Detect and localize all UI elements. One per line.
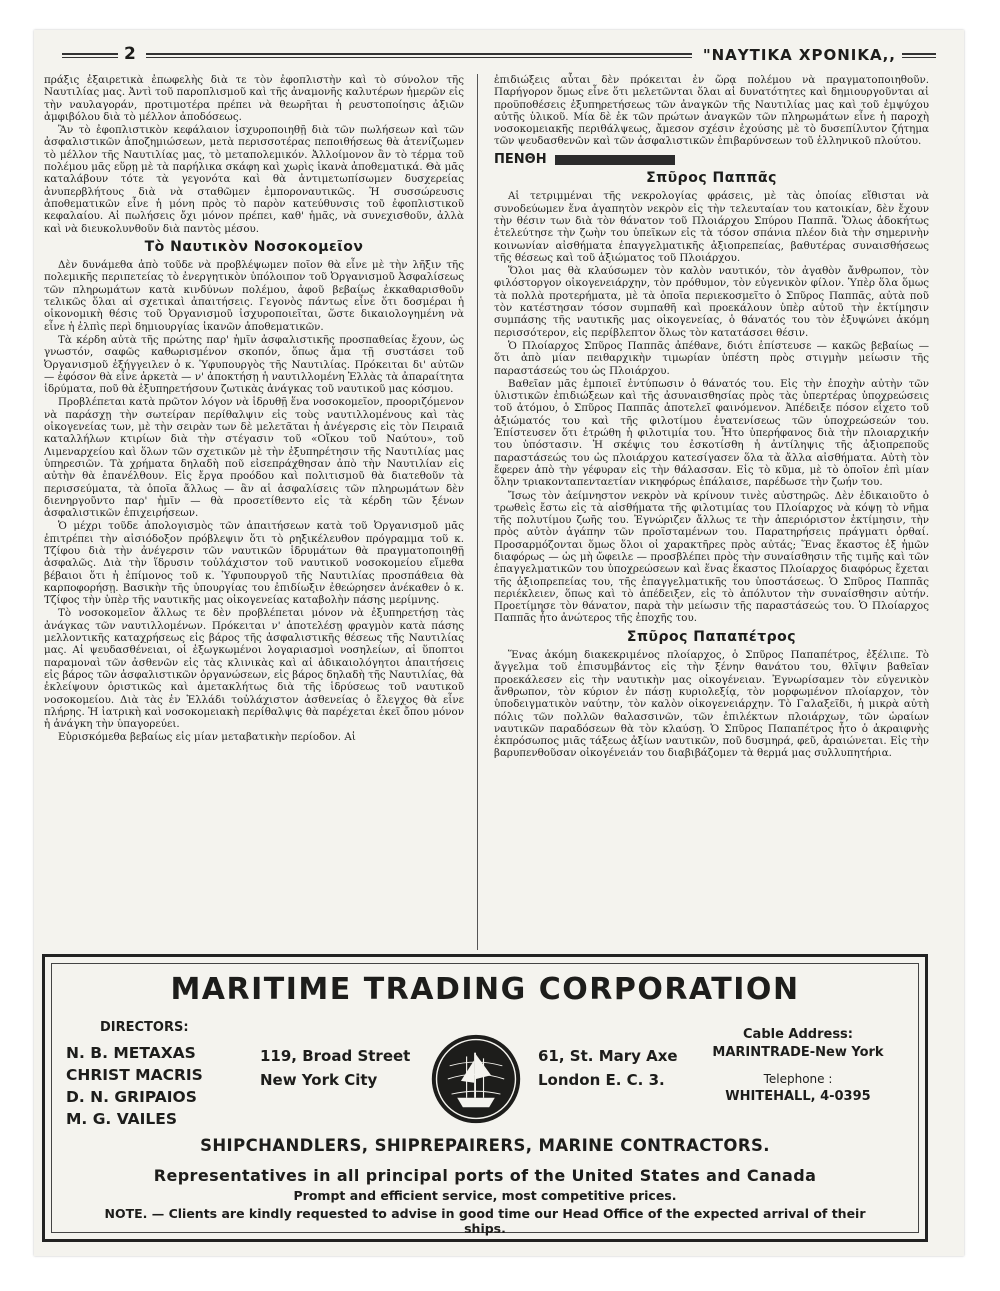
ad-services: SHIPCHANDLERS, SHIPREPAIRERS, MARINE CONTRACTORS. [200, 1136, 770, 1155]
paragraph: Τὰ κέρδη αὐτὰ τῆς πρώτης παρ' ἡμῖν ἀσφαλιστικῆς προσπαθείας ἔχουν, ὡς γνωστόν, σαφῶς καθωρισμένον σκοπόν, ὅπως ἄμα τῇ συστάσει τοῦ Ὀργανισμοῦ ἐξήγγειλεν ὁ κ. Ὑφυπουργὸς τῆς Ναυτιλίας. Πρόκειται δι' αὐτῶν — ἐφόσον θὰ εἶνε ἀρκετὰ — ν' ἀποκτήσῃ ἡ ναυτιλλομένη Ἑλλὰς τὰ ἀπαραίτητα ἱδρύματα, ποῦ θὰ ἐξυπηρετήσουν ζωτικὰς ἀνάγκας τοῦ ναυτικοῦ μας κόσμου. [44, 333, 464, 396]
masthead [62, 44, 936, 68]
paragraph: πράξις ἐξαιρετικὰ ἐπωφελὴς διὰ τε τὸν ἐφοπλιστὴν καὶ τὸ σύνολον τῆς Ναυτιλίας μας. Ἀντὶ τοῦ παροπλισμοῦ καὶ τῆς ἀναμονῆς καλυτέρων ἡμερῶν εἰς τὴν ναυλαγοράν, προτιμοτέρα πρέπει νὰ θεωρῆται ἡ ρευστοποίησις ἀξιῶν ἀμφιβόλου διὰ τὸ μέλλον ἀποδόσεως. [44, 74, 464, 123]
paragraph: Ἂν τὸ ἐφοπλιστικὸν κεφάλαιον ἰσχυροποιηθῇ διὰ τῶν πωλήσεων καὶ τῶν ἀσφαλιστικῶν ἀποζημιώσεων, μετὰ περισσοτέρας πεποιθήσεως θὰ ἀτενίζωμεν τὸ μέλλον τῆς Ναυτιλίας μας, τὸ μεταπολεμικόν. Ἀλλοίμονον ἂν τὸ τέρμα τοῦ πολέμου μᾶς εὕρῃ μὲ τὰ παρήλικα σκάφη καὶ χωρὶς ἱκανὰ ἀποθεματικά. Θὰ μᾶς καταλάβουν τότε τὰ γεγονότα καὶ θὰ ἀντιμετωπίσωμεν δυσχερείας ἀνυπερβλήτους διὰ νὰ σταθῶμεν ἐμποροναυτικῶς. Ἡ συσσώρευσις ἀποθεματικῶν εἶνε ἡ μόνη πρὸς τὸ παρὸν κατεύθυνσις τοῦ ἐφοπλιστικοῦ κεφαλαίου. Αἱ πωλήσεις ὄχι μόνον πρέπει, καθ' ἡμᾶς, νὰ συνεχισθοῦν, ἀλλὰ καὶ νὰ διευκολυνθοῦν διὰ παντὸς μέσου. [44, 124, 464, 235]
ad-company-name: MARITIME TRADING CORPORATION [170, 972, 800, 1007]
masthead-rule-right [902, 53, 936, 58]
ad-director: M. G. VAILES [66, 1110, 178, 1128]
ad-telephone: WHITEHALL, 4-0395 [725, 1089, 871, 1104]
column-divider [477, 74, 478, 950]
ad-directors-label: DIRECTORS: [100, 1020, 189, 1035]
ship-globe-logo-icon [429, 1032, 523, 1126]
obituary-title-papapetros: Σπῦρος Παπαπέτρος [626, 628, 797, 645]
section-title-hospital: Τὸ Ναυτικὸν Νοσοκομεῖον [144, 238, 364, 255]
masthead-rule-left [62, 53, 118, 58]
paragraph: Ὁ μέχρι τοῦδε ἀπολογισμὸς τῶν ἀπαιτήσεων κατὰ τοῦ Ὀργανισμοῦ μᾶς ἐπιτρέπει τὴν αἰσιόδοξον πρόβλεψιν ὅτι τὸ ρηξικέλευθον πρόγραμμα τοῦ κ. Τζίφου διὰ τὴν ἀνέγερσιν τῶν ναυτικῶν ἱδρυμάτων θὰ πραγματοποιηθῇ ἀσφαλῶς. Διὰ τὴν ἵδρυσιν τοὐλάχιστον τοῦ ναυτικοῦ νοσοκομείου εἴμεθα βέβαιοι ὅτι ἡ ἐπίμονος τοῦ κ. Ὑφυπουργοῦ τῆς Ναυτιλίας προσπάθεια θὰ καρποφορήσῃ. Βασικὴν τῆς ὑπουργίας του ἐπιδίωξιν ἐθεώρησεν ἀνέκαθεν ὁ κ. Τζίφος τὴν ὑπὲρ τῆς ναυτικῆς μας οἰκογενείας καταβολὴν πάσης μερίμνης. [44, 520, 464, 607]
ad-cable-label: Cable Address: [743, 1027, 853, 1042]
paragraph: Προβλέπεται κατὰ πρῶτον λόγον νὰ ἱδρυθῇ ἕνα νοσοκομεῖον, προοριζόμενον νὰ παράσχῃ τὴν σωτείραν περίθαλψιν εἰς τοὺς ναυτιλλομένους καὶ τὰς οἰκογενείας των, μὲ τὴν σειρὰν των δὲ μελετᾶται ἡ ἀνέγερσις εἰς τὸν Πειραιᾶ καταλλήλων κτιρίων διὰ τὴν στέγασιν τοῦ «Οἴκου τοῦ Ναύτου», τοῦ Λιμεναρχείου καὶ ὅλων τῶν σχετικῶν μὲ τὴν ἐξυπηρέτησιν τῆς Ναυτιλίας μας ὑπηρεσιῶν. Τὰ χρήματα δηλαδὴ ποῦ εἰσεπράχθησαν ἀπὸ τὴν Ναυτιλίαν εἰς αὐτὴν θὰ ἐπανέλθουν. Εἰς ἔργα προόδου καὶ πολιτισμοῦ θὰ διατεθοῦν τὰ περισσεύματα, τὰ ὁποῖα ἄλλως — ἂν αἱ ἀσφαλίσεις τῶν πληρωμάτων δὲν διενηργοῦντο παρ' ἡμῖν — θὰ προσετίθεντο εἰς τὰ κέρδη τῶν ξένων ἀσφαλιστικῶν ἐπιχειρήσεων. [44, 396, 464, 520]
ad-cable-address: MARINTRADE-New York [712, 1045, 884, 1060]
obituary-title-pappas: Σπῦρος Παππᾶς [646, 170, 777, 187]
ad-address-line: New York City [260, 1071, 378, 1089]
ad-director: D. N. GRIPAIOS [66, 1088, 197, 1106]
newspaper-title: "ΝΑΥΤΙΚΑ ΧΡΟΝΙΚΑ,, [702, 46, 896, 64]
ad-prompt-service: Prompt and efficient service, most competitive prices. [293, 1188, 677, 1203]
section-label-text: ΠΕΝΘΗ [494, 151, 547, 167]
right-column [494, 74, 929, 761]
paragraph: ἐπιδιώξεις αὗται δὲν πρόκειται ἐν ὥρᾳ πολέμου νὰ πραγματοποιηθοῦν. Παρήγορον ὅμως εἶνε ὅτι μελετῶνται ὅλαι αἱ δυνατότητες καὶ δημιουργοῦνται αἱ προϋποθέσεις ἐξυπηρετήσεως τῶν ἀναγκῶν τῆς Ναυτιλίας μας καὶ τοῦ ἐμψύχου αὐτῆς ὑλικοῦ. Μία δὲ ἐκ τῶν πρώτων ἀναγκῶν τῶν πληρωμάτων εἶνε ἡ παροχὴ νοσοκομειακῆς περιθάλψεως, ἄμεσον σχέσιν ἐχούσης μὲ τὸ δυσεπίλυτον ζήτημα τῶν ψευδασθενῶν καὶ τῶν ἀσφαλιστικῶν ἐπιβαρύνσεων τοῦ ἑλληνικοῦ πλούτου. [494, 74, 929, 148]
page-number: 2 [124, 44, 136, 64]
paragraph: Εὑρισκόμεθα βεβαίως εἰς μίαν μεταβατικὴν περίοδον. Αἱ [58, 731, 356, 744]
paragraph: Ὁ Πλοίαρχος Σπῦρος Παππᾶς ἀπέθανε, διότι ἐπίστευσε — κακῶς βεβαίως — ὅτι ἀπὸ μίαν πειθαρχικὴν τιμωρίαν ὑπέστη πρὸς στιγμὴν μείωσιν τῆς παραστάσεώς του ὡς Πλοιάρχου. [494, 339, 929, 377]
ad-inner-frame [51, 963, 919, 1236]
paragraph: Ἴσως τὸν ἀείμνηστον νεκρὸν νὰ κρίνουν τινὲς αὐστηρῶς. Δὲν ἐδικαιοῦτο ὁ τρωθεὶς ἔστω εἰς τὰ αἰσθήματα τῆς φιλοτιμίας του Πλοίαρχος νὰ κόψῃ τὸ νῆμα τῆς πολυτίμου ζωῆς του. Ἐγνώριζεν ἄλλως τε τὴν ἀπεριόριστον ἐκτίμησιν, τὴν πρὸς αὐτὸν ἀγάπην τῶν προϊσταμένων του. Παρατηρήσεις πράγματι ὀρθαί. Προσαρμόζονται ὅμως ὅλοι οἱ χαρακτῆρες πρὸς αὐτάς; Ἕνας ἕκαστος ἐξ ἡμῶν διαφόρως — ὡς μὴ ὤφειλε — προσβλέπει πρὸς τὴν συναίσθησιν τῆς τιμῆς καὶ τῶν ἐπαγγελματικῶν του ὑποχρεώσεων καὶ ἕνας ἕκαστος Πλοίαρχος διαφόρως ἔχεται τῆς ἀξιοπρεπείας του, τῆς ἐπαγγελματικῆς του ὑποστάσεως. Ὁ Σπῦρος Παππᾶς περιέκλειεν, ὅπως καὶ τὸ ἀπέδειξεν, εἰς τὸ ἀπόλυτον τὴν συναίσθησιν αὐτήν. Προετίμησε τὸν θάνατον, παρὰ τὴν μείωσιν τῆς παραστάσεώς του. Ὁ Πλοίαρχος Παππᾶς ἦτο ἀνώτερος τῆς ἐποχῆς του. [494, 489, 929, 625]
ad-london-address [538, 1044, 678, 1092]
advertisement-box [42, 954, 928, 1242]
ad-address-line: 61, St. Mary Axe [538, 1047, 678, 1065]
ad-address-line: London E. C. 3. [538, 1071, 665, 1089]
ad-director: N. B. METAXAS [66, 1044, 196, 1062]
ad-note: NOTE. — Clients are kindly requested to advise in good time our Head Office of the expected arrival of their ships. [104, 1206, 866, 1236]
newspaper-page [34, 30, 964, 1256]
paragraph: Τὸ νοσοκομεῖον ἄλλως τε δὲν προβλέπεται μόνον νὰ ἐξυπηρετήσῃ τὰς ἀνάγκας τῶν ναυτιλλομένων. Πρόκειται ν' ἀποτελέσῃ φραγμὸν κατὰ πάσης μελλοντικῆς καταχρήσεως εἰς βάρος τῆς ἀσφαλιστικῆς θέσεως τῆς Ναυτιλίας μας. Αἱ ψευδασθένειαι, οἱ ἐξωγκωμένοι λογαριασμοὶ νοσηλείων, αἱ ὕποπτοι παραμοναὶ τῶν ἀσθενῶν εἰς τὰς κλινικὰς καὶ αἱ ἀδικαιολόγητοι ἀπαιτήσεις εἰς βάρος τῶν ἀσφαλιστικῶν ὀργανώσεων, εἰς βάρος δηλαδὴ τῆς Ναυτιλίας, θὰ ἐκλείψουν ὁριστικῶς καὶ ἀμετακλήτως διὰ τῆς ἱδρύσεως τοῦ ναυτικοῦ νοσοκομείου. Διὰ τὰς ἐν Ἑλλάδι τοὐλάχιστον ἀσθενείας ὁ ἔλεγχος θὰ εἶνε πλήρης. Ἡ ἰατρικὴ καὶ νοσοκομειακὴ περίθαλψις θὰ παρέχεται ἐκεῖ ὄπου μόνον ἡ ἀνάγκη τὴν ὑπαγορεύει. [44, 607, 464, 731]
ad-ny-address [260, 1044, 410, 1092]
paragraph: Ἕνας ἀκόμη διακεκριμένος πλοίαρχος, ὁ Σπῦρος Παπαπέτρος, ἐξέλιπε. Τὸ ἄγγελμα τοῦ ἐπισυμβάντος εἰς τὴν ξένην θανάτου του, θλῖψιν βαθεῖαν προεκάλεσεν εἰς τὴν ναυτικὴν μας οἰκογένειαν. Ἐγνωρίσαμεν τὸν εὐγενικὸν ἄνθρωπον, τὸν κύριον ἐν πάσῃ κυριολεξίᾳ, τὸν μορφωμένον πλοίαρχον, τὸν ὑποδειγματικὸν ναύτην, τὸν καλὸν οἰκογενειάρχην. Τὸ Γαλαξεῖδι, ἡ μικρὰ αὐτὴ πόλις τῶν πολλῶν θαλασσινῶν, τῶν ἐπιλέκτων πλοιάρχων, τῶν ὡραίων ναυτικῶν παραδόσεων θὰ τὸν κλαύσῃ. Ὁ Σπῦρος Παπαπέτρος ἦτο ὁ ἀκραιφνὴς ἐκπρόσωπος μιᾶς τάξεως ἀξίων ναυτικῶν, ποῦ δυσμηρά, φεῦ, ἀραιώνεται. Εἰς τὴν βαρυπενθοῦσαν οἰκογένειάν του διαβιβάζομεν τὰ θερμά μας συλλυπητήρια. [494, 649, 929, 760]
paragraph: Δὲν δυνάμεθα ἀπὸ τοῦδε νὰ προβλέψωμεν ποῖον θὰ εἶνε μὲ τὴν λῆξιν τῆς πολεμικῆς περιπετείας τὸ ἐνεργητικὸν ὑπόλοιπον τοῦ Ὀργανισμοῦ Ἀσφαλίσεως τῶν πληρωμάτων κατὰ κινδύνων πολέμου, ἀφοῦ βεβαίως ἐκκαθαρισθοῦν τελικῶς ὅλαι αἱ σχετικαὶ ἀπαιτήσεις. Γεγονὸς πάντως εἶνε ὅτι δοσμέραι ἡ οἰκονομικὴ θέσις τοῦ Ὀργανισμοῦ ἰσχυροποιεῖται, ὥστε δικαιολογημένη νὰ εἶνε ἡ ἐλπὶς περὶ δημιουργίας ἱκανῶν ἀποθεματικῶν. [44, 259, 464, 333]
ad-directors-list [66, 1042, 203, 1130]
paragraph: Βαθεῖαν μᾶς ἐμποιεῖ ἐντύπωσιν ὁ θάνατός του. Εἰς τὴν ἐποχὴν αὐτὴν τῶν ὑλιστικῶν ἐπιδιώξεων καὶ τῆς ἀσυναισθησίας πρὸς τὰς ὑπερτέρας ὑποχρεώσεις τοῦ ἀτόμου, ὁ Σπῦρος Παππᾶς ἀποτελεῖ φαινόμενον. Ἀπέδειξε πόσον εἶχετο τοῦ ἀξιώματός του καὶ τῆς φιλοτίμου ἐνατενίσεως τῶν ὑποχρεώσεών του. Ἐπίστευσεν ὅτι ἐτρώθη ἡ φιλοτιμία του. Ἦτο ὑπερήφανος διὰ τὴν πλοιαρχικήν του ὑπόστασιν. Ἡ σκέψις του ἐσκοτίσθη ἡ ἀντίληψις τῆς ἀξιοπρεποῦς παραστάσεώς του ὡς πλοιάρχου κατεσίγασεν ὅλα τὰ ἄλλα αἰσθήματα. Αὐτὴ τὸν ἔφερεν ἀπὸ τὴν γέφυραν εἰς τὴν θάλασσαν. Εἰς τὸ κῦμα, μὲ τὸ ὁποῖον ἐπὶ μίαν ὅλην τριακονταπενταετίαν νικηφόρως ἐπάλαισε, παρέδωσε τὴν ζωήν του. [494, 377, 929, 489]
paragraph: Αἱ τετριμμέναι τῆς νεκρολογίας φράσεις, μὲ τὰς ὁποίας εἴθισται νὰ συνοδεύωμεν ἕνα ἀγαπητὸν νεκρὸν εἰς τὴν τελευταίαν του κατοικίαν, δὲν ἔχουν τὴν θέσιν των διὰ τὸν θάνατον τοῦ Πλοιάρχου Σπύρου Παππᾶ. Ὅλως ἀδοκήτως ἐτελεύτησε τὴν ζωὴν του ὑπεῖκων εἰς τὰ τόσον σπάνια πλέον διὰ τὴν σημερινὴν κοινωνίαν αἰσθήματα ἐπαγγελματικῆς ἀξιοπρεπείας, βαθυτέρας συναισθήσεως τῆς θέσεως καὶ τοῦ ἀξιώματος τοῦ Πλοιάρχου. [494, 190, 929, 264]
ad-address-line: 119, Broad Street [260, 1047, 411, 1065]
masthead-rule-middle [146, 53, 692, 58]
ad-telephone-label: Telephone : [763, 1072, 833, 1086]
section-label-mourning [494, 151, 929, 167]
left-column [44, 74, 464, 745]
paragraph: Ὅλοι μας θὰ κλαύσωμεν τὸν καλὸν ναυτικόν, τὸν ἀγαθὸν ἄνθρωπον, τὸν φιλόστοργον οἰκογενειάρχην, τὸν πρόθυμον, τὸν εὐγενικὸν φίλον. Ὑπὲρ ὅλα ὅμως τὰ πολλὰ προτερήματα, μὲ τὰ ὁποῖα περιεκοσμεῖτο ὁ Σπῦρος Παππᾶς, αὐτὰ ποῦ τὸν κατέστησαν τόσον συμπαθῆ καὶ προεκάλουν ὑπὲρ αὐτοῦ τὴν ἐκτίμησιν συμπάσης τῆς ναυτικῆς μας οἰκογενείας, ὁ θάνατός του τὸν ἐξυψώνει ἀκόμη περισσότερον, εἰς περίβλεπτον ὅλως τὸν κατατάσσει θέσιν. [494, 265, 929, 339]
ad-representatives: Representatives in all principal ports of the United States and Canada [153, 1166, 817, 1185]
ad-director: CHRIST MACRIS [66, 1066, 203, 1084]
section-label-bar [555, 155, 675, 165]
ad-contact-block [698, 1026, 898, 1106]
